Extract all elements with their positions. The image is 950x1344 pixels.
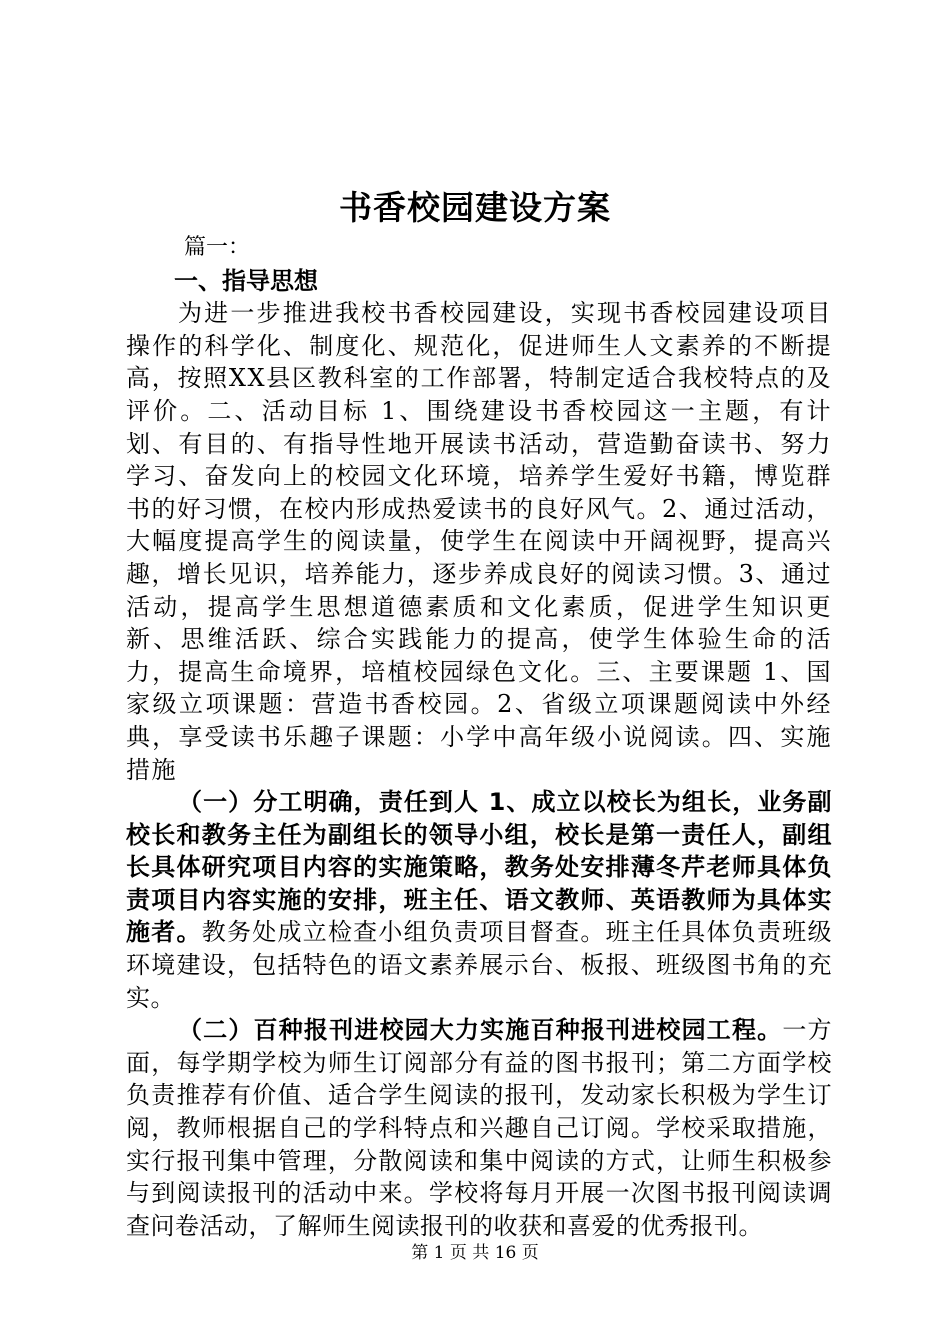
page-number: 第 1 页 共 16 页 — [411, 1243, 539, 1263]
document-body — [126, 232, 832, 1242]
paragraph-guiding-thought: 为进一步推进我校书香校园建设，实现书香校园建设项目操作的科学化、制度化、规范化，促进师生人文素养的不断提高，按照XX县区教科室的工作部署，特制定适合我校特点的及评价。二、活动目标 1、围绕建设书香校园这一主题，有计划、有目的、有指导性地开展读书活动，营造勤奋读书、努力学习、奋发向上的校园文化环境，培养学生爱好书籍，博览群书的好习惯，在校内形成热爱读书的良好风气。2、通过活动，大幅度提高学生的阅读量，使学生在阅读中开阔视野，提高兴趣，增长见识，培养能力，逐步养成良好的阅读习惯。3、通过活动，提高学生思想道德素质和文化素质，促进学生知识更新、思维活跃、综合实践能力的提高，使学生体验生命的活力，提高生命境界，培植校园绿色文化。三、主要课题 1、国家级立项课题：营造书香校园。2、省级立项课题阅读中外经典，享受读书乐趣子课题：小学中高年级小说阅读。四、实施措施 — [126, 299, 832, 784]
paragraph-division-text: 教务处成立检查小组负责项目督查。班主任具体负责班级环境建设，包括特色的语文素养展示台、板报、班级图书角的充实。 — [126, 918, 833, 1012]
paragraph-newspapers-text: 一方面，每学期学校为师生订阅部分有益的图书报刊；第二方面学校负责推荐有价值、适合学生阅读的报刊，发动家长积极为学生订阅，教师根据自己的学科特点和兴趣自己订阅。学校采取措施，实行报刊集中管理，分散阅读和集中阅读的方式，让师生积极参与到阅读报刊的活动中来。学校将每月开展一次图书报刊阅读调查问卷活动，了解师生阅读报刊的收获和喜爱的优秀报刊。 — [126, 1016, 833, 1240]
section-heading: 一、指导思想 — [174, 266, 318, 295]
paragraph-division-bold: （一）分工明确，责任到人 1、成立以校长为组长，业务副校长和教务主任为副组长的领导小组，校长是第一责任人，副组长具体研究项目内容的实施策略，教务处安排薄冬芹老师具体负责项目内容实施的安排，班主任、语文教师、英语教师为具体实施者。 — [126, 788, 832, 947]
document-title: 书香校园建设方案 — [339, 188, 611, 227]
paragraph-division-of-labor — [126, 786, 832, 1014]
paragraph-newspapers — [126, 1014, 832, 1242]
paragraph-newspapers-bold: （二）百种报刊进校园大力实施百种报刊进校园工程。 — [178, 1016, 783, 1045]
section-subtitle: 篇一： — [184, 235, 251, 260]
